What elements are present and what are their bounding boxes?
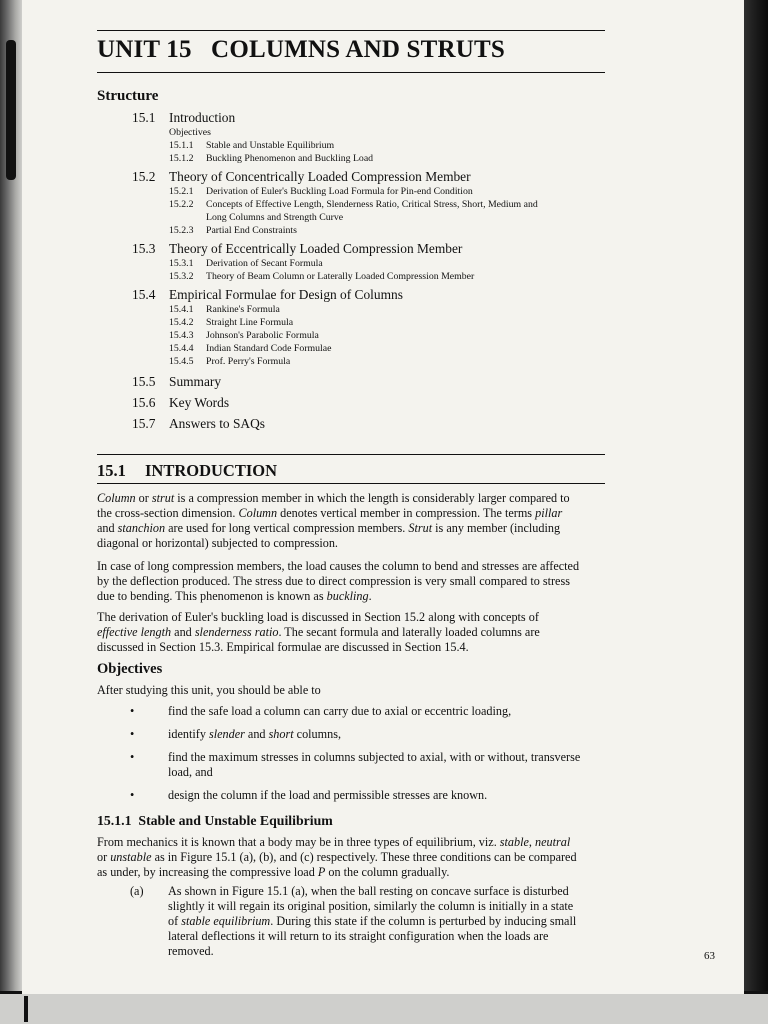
toc-section bbox=[132, 286, 717, 303]
toc-subsection-number: 15.4.3 bbox=[169, 330, 194, 341]
text-run: The derivation of Euler's buckling load is discussed in Section 15.2 along with concepts of bbox=[97, 610, 539, 624]
toc-subsection bbox=[169, 329, 717, 342]
toc-section bbox=[132, 240, 717, 257]
scan-binding-mark bbox=[6, 40, 16, 180]
term-short: short bbox=[268, 727, 294, 741]
subsection-heading: 15.1.1 Stable and Unstable Equilibrium bbox=[97, 813, 333, 828]
term-unstable: unstable bbox=[110, 850, 152, 864]
term-strut: Strut bbox=[408, 521, 433, 535]
text-run: and bbox=[171, 625, 195, 639]
text-run: are used for long vertical compression members. bbox=[165, 521, 409, 535]
toc-subsection bbox=[169, 342, 717, 355]
toc-subsection-number: 15.4.4 bbox=[169, 343, 194, 354]
toc-section bbox=[132, 394, 717, 411]
term-stanchion: stanchion bbox=[117, 521, 166, 535]
toc-subsection-number: 15.4.2 bbox=[169, 317, 194, 328]
text-run: as in Figure 15.1 (a), (b), and (c) respectively. These three conditions can be compared as under, by increasing the compressive load bbox=[97, 850, 577, 879]
title-bottom-rule bbox=[97, 72, 605, 73]
section-bottom-rule bbox=[97, 483, 605, 484]
text-run: , bbox=[528, 835, 536, 849]
toc-subsection bbox=[169, 139, 717, 152]
document-page bbox=[22, 0, 744, 994]
scan-bottom-edge bbox=[0, 991, 768, 1024]
term-strut: strut bbox=[151, 491, 175, 505]
toc-subsection-title: Rankine's Formula bbox=[206, 304, 280, 315]
list-item bbox=[97, 750, 581, 780]
toc-subsection-title: Johnson's Parabolic Formula bbox=[206, 330, 319, 341]
term-column: Column bbox=[97, 491, 136, 505]
toc-section-title: Empirical Formulae for Design of Columns bbox=[169, 287, 403, 302]
case-text bbox=[97, 884, 581, 959]
text-run: denotes vertical member in compression. The terms bbox=[277, 506, 536, 520]
toc-subsection bbox=[169, 224, 717, 237]
toc-section-number: 15.6 bbox=[132, 395, 156, 410]
toc-subsection-title: Stable and Unstable Equilibrium bbox=[206, 140, 335, 151]
list-item bbox=[97, 704, 581, 719]
text-run: . During this state if the column is perturbed by inducing small lateral deflections it will return to its straight configuration when the loads are removed. bbox=[168, 914, 577, 958]
toc-subsection-number: 15.1.2 bbox=[169, 153, 194, 164]
list-item bbox=[97, 727, 581, 742]
list-item-text: design the column if the load and permissible stresses are known. bbox=[168, 788, 488, 802]
term-neutral: neutral bbox=[535, 835, 571, 849]
term-pillar: pillar bbox=[535, 506, 563, 520]
toc-subsection bbox=[169, 355, 717, 368]
structure-heading: Structure bbox=[97, 88, 159, 104]
term-stable: stable bbox=[499, 835, 529, 849]
toc-section bbox=[132, 109, 717, 126]
text-run: In case of long compression members, the load causes the column to bend and stresses are affected by the deflection produced. The stress due to direct compression is very small compared to stress due to bending. This phenomenon is known as bbox=[97, 559, 580, 603]
toc-section-title: Key Words bbox=[169, 395, 230, 410]
stable-paragraph bbox=[97, 835, 581, 880]
objectives-heading: Objectives bbox=[97, 661, 163, 677]
toc-subsection-title: Straight Line Formula bbox=[206, 317, 294, 328]
toc-section-number: 15.3 bbox=[132, 241, 156, 256]
toc-section-number: 15.7 bbox=[132, 416, 156, 431]
toc-subsection-number: 15.2.1 bbox=[169, 186, 194, 197]
toc-subsection bbox=[169, 257, 717, 270]
text-run: From mechanics it is known that a body may be in three types of equilibrium, viz. bbox=[97, 835, 500, 849]
toc-subsection bbox=[169, 152, 717, 165]
toc-subsection-title: Derivation of Euler's Buckling Load Formula for Pin-end Condition bbox=[206, 186, 473, 197]
toc-section-title: Summary bbox=[169, 374, 222, 389]
term-slenderness-ratio: slenderness ratio bbox=[194, 625, 279, 639]
toc-subsection bbox=[169, 303, 717, 316]
toc-subsection-title: Indian Standard Code Formulae bbox=[206, 343, 332, 354]
toc-subsection bbox=[169, 185, 717, 198]
toc-section-title: Theory of Concentrically Loaded Compression Member bbox=[169, 169, 471, 184]
list-item-text: identify bbox=[168, 727, 209, 741]
list-item-text: find the maximum stresses in columns subjected to axial, with or without, transverse load, and bbox=[168, 750, 581, 779]
bullet-icon: • bbox=[130, 750, 135, 764]
toc-objectives: Objectives bbox=[169, 127, 211, 138]
toc-subsection-title: Prof. Perry's Formula bbox=[206, 356, 291, 367]
scan-right-edge bbox=[744, 0, 768, 1024]
toc-subsection-number: 15.3.2 bbox=[169, 271, 194, 282]
text-run: on the column gradually. bbox=[325, 865, 450, 879]
section-heading bbox=[97, 461, 277, 481]
toc-section-number: 15.4 bbox=[132, 287, 156, 302]
section-number: 15.1 bbox=[97, 461, 126, 480]
text-run: or bbox=[97, 850, 111, 864]
text-run: is any member (including diagonal or horizontal) subjected to compression. bbox=[97, 521, 561, 550]
structure-toc bbox=[97, 88, 717, 432]
term-stable-equilibrium: stable equilibrium bbox=[181, 914, 271, 928]
toc-section-number: 15.2 bbox=[132, 169, 156, 184]
objectives-lead: After studying this unit, you should be able to bbox=[97, 683, 321, 697]
toc-section-title: Answers to SAQs bbox=[169, 416, 265, 431]
intro-paragraph-2 bbox=[97, 559, 581, 604]
bullet-icon: • bbox=[130, 727, 135, 741]
objectives-list bbox=[97, 704, 581, 811]
toc-subsection-number: 15.4.1 bbox=[169, 304, 194, 315]
toc-subsection-number: 15.2.2 bbox=[169, 199, 194, 210]
case-label: (a) bbox=[130, 884, 144, 898]
intro-paragraph-1 bbox=[97, 491, 581, 551]
toc-subsection-title: Partial End Constraints bbox=[206, 225, 297, 236]
toc-subsection bbox=[169, 198, 717, 224]
toc-subsection-number: 15.2.3 bbox=[169, 225, 194, 236]
toc-subsection-number: 15.4.5 bbox=[169, 356, 194, 367]
text-run: . bbox=[368, 589, 372, 603]
text-run: is a compression member in which the length is considerably larger compared to the cross-section dimension. bbox=[97, 491, 570, 520]
bullet-icon: • bbox=[130, 788, 135, 802]
text-run: . The secant formula and laterally loaded columns are discussed in Section 15.3. Empirical formulae are discussed in Section 15.4. bbox=[97, 625, 540, 654]
symbol-p: P bbox=[317, 865, 326, 879]
toc-subsection-title: Derivation of Secant Formula bbox=[206, 258, 323, 269]
scan-bottom-mark bbox=[24, 996, 28, 1022]
toc-section bbox=[132, 168, 717, 185]
bullet-icon: • bbox=[130, 704, 135, 718]
case-a bbox=[97, 884, 581, 959]
section-top-rule bbox=[97, 454, 605, 455]
unit-title: UNIT 15 COLUMNS AND STRUTS bbox=[97, 36, 505, 63]
toc-subsection-title-cont: Long Columns and Strength Curve bbox=[206, 212, 344, 223]
toc-subsection-title: Theory of Beam Column or Laterally Loaded Compression Member bbox=[206, 271, 475, 282]
text-run: or bbox=[135, 491, 152, 505]
list-item-text: columns, bbox=[293, 727, 342, 741]
toc-section-number: 15.5 bbox=[132, 374, 156, 389]
text-run: and bbox=[97, 521, 118, 535]
toc-subsection-title: Concepts of Effective Length, Slenderness Ratio, Critical Stress, Short, Medium and bbox=[206, 199, 538, 210]
list-item-text: and bbox=[244, 727, 269, 741]
term-effective-length: effective length bbox=[97, 625, 172, 639]
toc-section bbox=[132, 415, 717, 432]
term-column: Column bbox=[238, 506, 278, 520]
toc-subsection bbox=[169, 270, 717, 283]
toc-subsection-number: 15.3.1 bbox=[169, 258, 194, 269]
term-slender: slender bbox=[208, 727, 245, 741]
section-title: INTRODUCTION bbox=[145, 461, 278, 480]
term-buckling: buckling bbox=[326, 589, 369, 603]
intro-paragraph-3 bbox=[97, 610, 581, 655]
text-run: As shown in Figure 15.1 (a), when the ball resting on concave surface is disturbed slightly it will regain its original position, similarly the column is initially in a state of bbox=[168, 884, 574, 928]
toc-section-number: 15.1 bbox=[132, 110, 156, 125]
toc-subsection-number: 15.1.1 bbox=[169, 140, 194, 151]
toc-section bbox=[132, 373, 717, 390]
title-top-rule bbox=[97, 30, 605, 31]
toc-section-title: Introduction bbox=[169, 110, 236, 125]
toc-subsection-title: Buckling Phenomenon and Buckling Load bbox=[206, 153, 374, 164]
toc-subsection bbox=[169, 316, 717, 329]
list-item-text: find the safe load a column can carry due to axial or eccentric loading, bbox=[168, 704, 512, 718]
toc-section-title: Theory of Eccentrically Loaded Compression Member bbox=[169, 241, 463, 256]
list-item bbox=[97, 788, 581, 803]
page-number: 63 bbox=[704, 950, 715, 962]
